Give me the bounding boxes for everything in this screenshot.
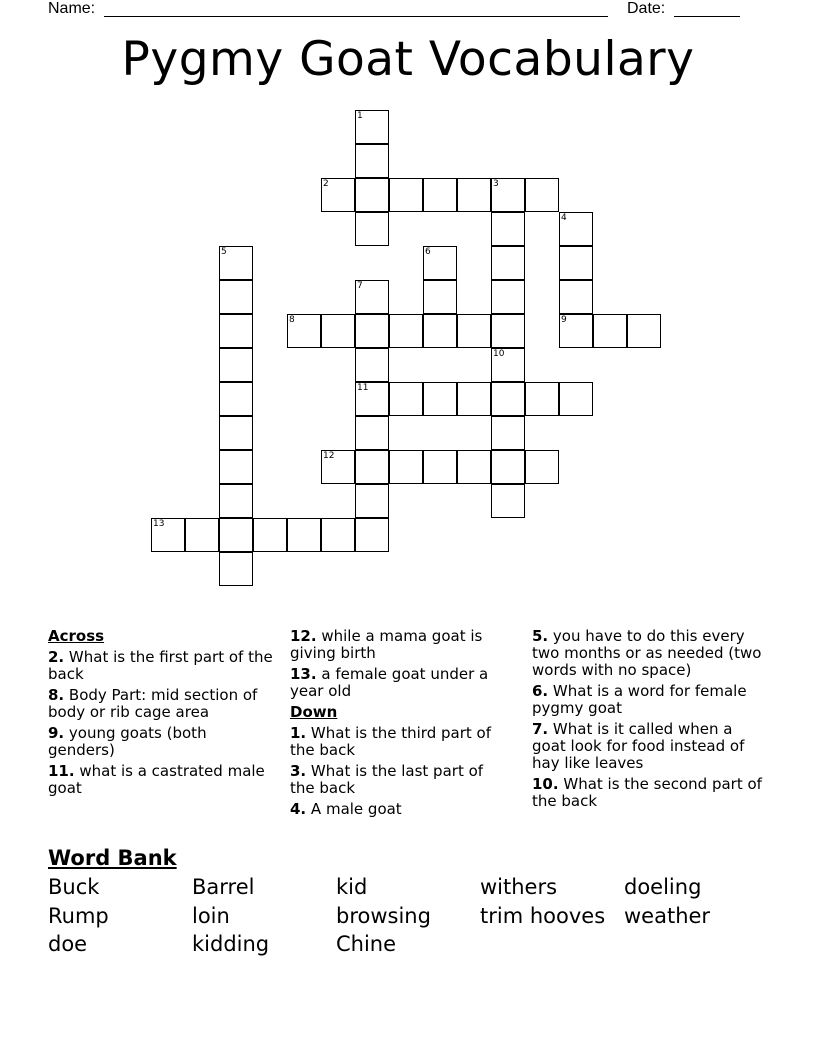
cell-number: 13: [153, 519, 165, 529]
crossword-cell[interactable]: [219, 348, 253, 382]
word-bank-item: browsing: [336, 904, 431, 928]
crossword-cell[interactable]: [219, 416, 253, 450]
crossword-cell[interactable]: [219, 518, 253, 552]
word-bank-item: Buck: [48, 875, 100, 899]
crossword-cell[interactable]: [491, 382, 525, 416]
crossword-cell[interactable]: [491, 280, 525, 314]
word-bank-item: Barrel: [192, 875, 255, 899]
crossword-cell[interactable]: [355, 484, 389, 518]
clues-column-1: [48, 628, 276, 801]
cell-number: 1: [357, 111, 363, 121]
crossword-cell[interactable]: [355, 518, 389, 552]
crossword-cell[interactable]: [525, 178, 559, 212]
crossword-cell[interactable]: [219, 314, 253, 348]
word-bank-item: Chine: [336, 932, 397, 956]
crossword-cell[interactable]: [355, 314, 389, 348]
clue-down-6: 6. What is a word for female pygmy goat: [532, 682, 747, 717]
crossword-cell[interactable]: [151, 518, 185, 552]
crossword-cell[interactable]: [355, 144, 389, 178]
crossword-cell[interactable]: [219, 484, 253, 518]
clue-down-7: 7. What is it called when a goat look for food instead of hay like leaves: [532, 720, 745, 772]
crossword-cell[interactable]: [355, 382, 389, 416]
crossword-cell[interactable]: [491, 450, 525, 484]
cell-number: 7: [357, 281, 363, 291]
crossword-cell[interactable]: [389, 382, 423, 416]
clue-across-2: 2. What is the first part of the back: [48, 648, 273, 683]
crossword-cell[interactable]: [525, 382, 559, 416]
clue-down-1: 1. What is the third part of the back: [290, 724, 491, 759]
cell-number: 5: [221, 247, 227, 257]
crossword-cell[interactable]: [423, 314, 457, 348]
crossword-cell[interactable]: [491, 314, 525, 348]
crossword-cell[interactable]: [355, 178, 389, 212]
date-label: Date:: [627, 0, 666, 17]
crossword-cell[interactable]: [219, 552, 253, 586]
crossword-cell[interactable]: [423, 280, 457, 314]
clues-column-2: [290, 628, 508, 822]
crossword-cell[interactable]: [491, 348, 525, 382]
crossword-cell[interactable]: [457, 382, 491, 416]
crossword-cell[interactable]: [525, 450, 559, 484]
crossword-cell[interactable]: [185, 518, 219, 552]
crossword-cell[interactable]: [423, 382, 457, 416]
word-bank-item: doeling: [624, 875, 702, 899]
crossword-cell[interactable]: [355, 212, 389, 246]
word-bank-heading: Word Bank: [48, 846, 177, 870]
crossword-cell[interactable]: [559, 280, 593, 314]
crossword-cell[interactable]: [355, 416, 389, 450]
crossword-cell[interactable]: [287, 518, 321, 552]
clues-column-3: [532, 628, 764, 814]
word-bank-item: doe: [48, 932, 88, 956]
page-title: Pygmy Goat Vocabulary: [121, 32, 695, 87]
clue-across-8: 8. Body Part: mid section of body or rib cage area: [48, 686, 258, 721]
crossword-cell[interactable]: [287, 314, 321, 348]
clue-across-13: 13. a female goat under a year old: [290, 665, 489, 700]
crossword-cell[interactable]: [457, 178, 491, 212]
cell-number: 9: [561, 315, 567, 325]
crossword-cell[interactable]: [355, 110, 389, 144]
cell-number: 11: [357, 383, 369, 393]
crossword-cell[interactable]: [491, 416, 525, 450]
crossword-cell[interactable]: [491, 178, 525, 212]
crossword-cell[interactable]: [219, 280, 253, 314]
cell-number: 4: [561, 213, 567, 223]
crossword-cell[interactable]: [321, 178, 355, 212]
crossword-cell[interactable]: [355, 348, 389, 382]
crossword-cell[interactable]: [559, 246, 593, 280]
crossword-cell[interactable]: [559, 212, 593, 246]
crossword-cell[interactable]: [321, 518, 355, 552]
crossword-cell[interactable]: [491, 484, 525, 518]
clue-across-9: 9. young goats (both genders): [48, 724, 207, 759]
clue-across-11: 11. what is a castrated male goat: [48, 762, 265, 797]
crossword-cell[interactable]: [593, 314, 627, 348]
crossword-cell[interactable]: [355, 280, 389, 314]
word-bank-item: withers: [480, 875, 558, 899]
cell-number: 3: [493, 179, 499, 189]
crossword-cell[interactable]: [321, 314, 355, 348]
name-label: Name:: [48, 0, 96, 17]
clue-down-3: 3. What is the last part of the back: [290, 762, 484, 797]
word-bank-item: weather: [624, 904, 711, 928]
crossword-cell[interactable]: [321, 450, 355, 484]
crossword-cell[interactable]: [389, 178, 423, 212]
word-bank-item: kid: [336, 875, 368, 899]
word-bank-item: trim hooves: [480, 904, 606, 928]
clue-across-12: 12. while a mama goat is giving birth: [290, 627, 483, 662]
crossword-cell[interactable]: [457, 450, 491, 484]
cell-number: 10: [493, 349, 505, 359]
across-heading: Across: [48, 627, 105, 645]
crossword-cell[interactable]: [389, 450, 423, 484]
word-bank-item: loin: [192, 904, 230, 928]
crossword-cell[interactable]: [491, 246, 525, 280]
cell-number: 8: [289, 315, 295, 325]
crossword-cell[interactable]: [219, 450, 253, 484]
crossword-cell[interactable]: [389, 314, 423, 348]
word-bank-item: Rump: [48, 904, 109, 928]
clue-down-5: 5. you have to do this every two months or as needed (two words with no space): [532, 627, 762, 679]
cell-number: 2: [323, 179, 329, 189]
cell-number: 6: [425, 247, 431, 257]
crossword-cell[interactable]: [627, 314, 661, 348]
crossword-cell[interactable]: [355, 450, 389, 484]
clue-down-10: 10. What is the second part of the back: [532, 775, 762, 810]
crossword-cell[interactable]: [491, 212, 525, 246]
crossword-cell[interactable]: [559, 382, 593, 416]
crossword-cell[interactable]: [423, 246, 457, 280]
cell-number: 12: [323, 451, 335, 461]
crossword-cell[interactable]: [253, 518, 287, 552]
crossword-cell[interactable]: [423, 450, 457, 484]
crossword-cell[interactable]: [457, 314, 491, 348]
word-bank-item: kidding: [192, 932, 270, 956]
clue-down-4: 4. A male goat: [290, 800, 402, 818]
down-heading: Down: [290, 703, 338, 721]
crossword-cell[interactable]: [219, 246, 253, 280]
crossword-cell[interactable]: [423, 178, 457, 212]
crossword-cell[interactable]: [219, 382, 253, 416]
crossword-cell[interactable]: [559, 314, 593, 348]
